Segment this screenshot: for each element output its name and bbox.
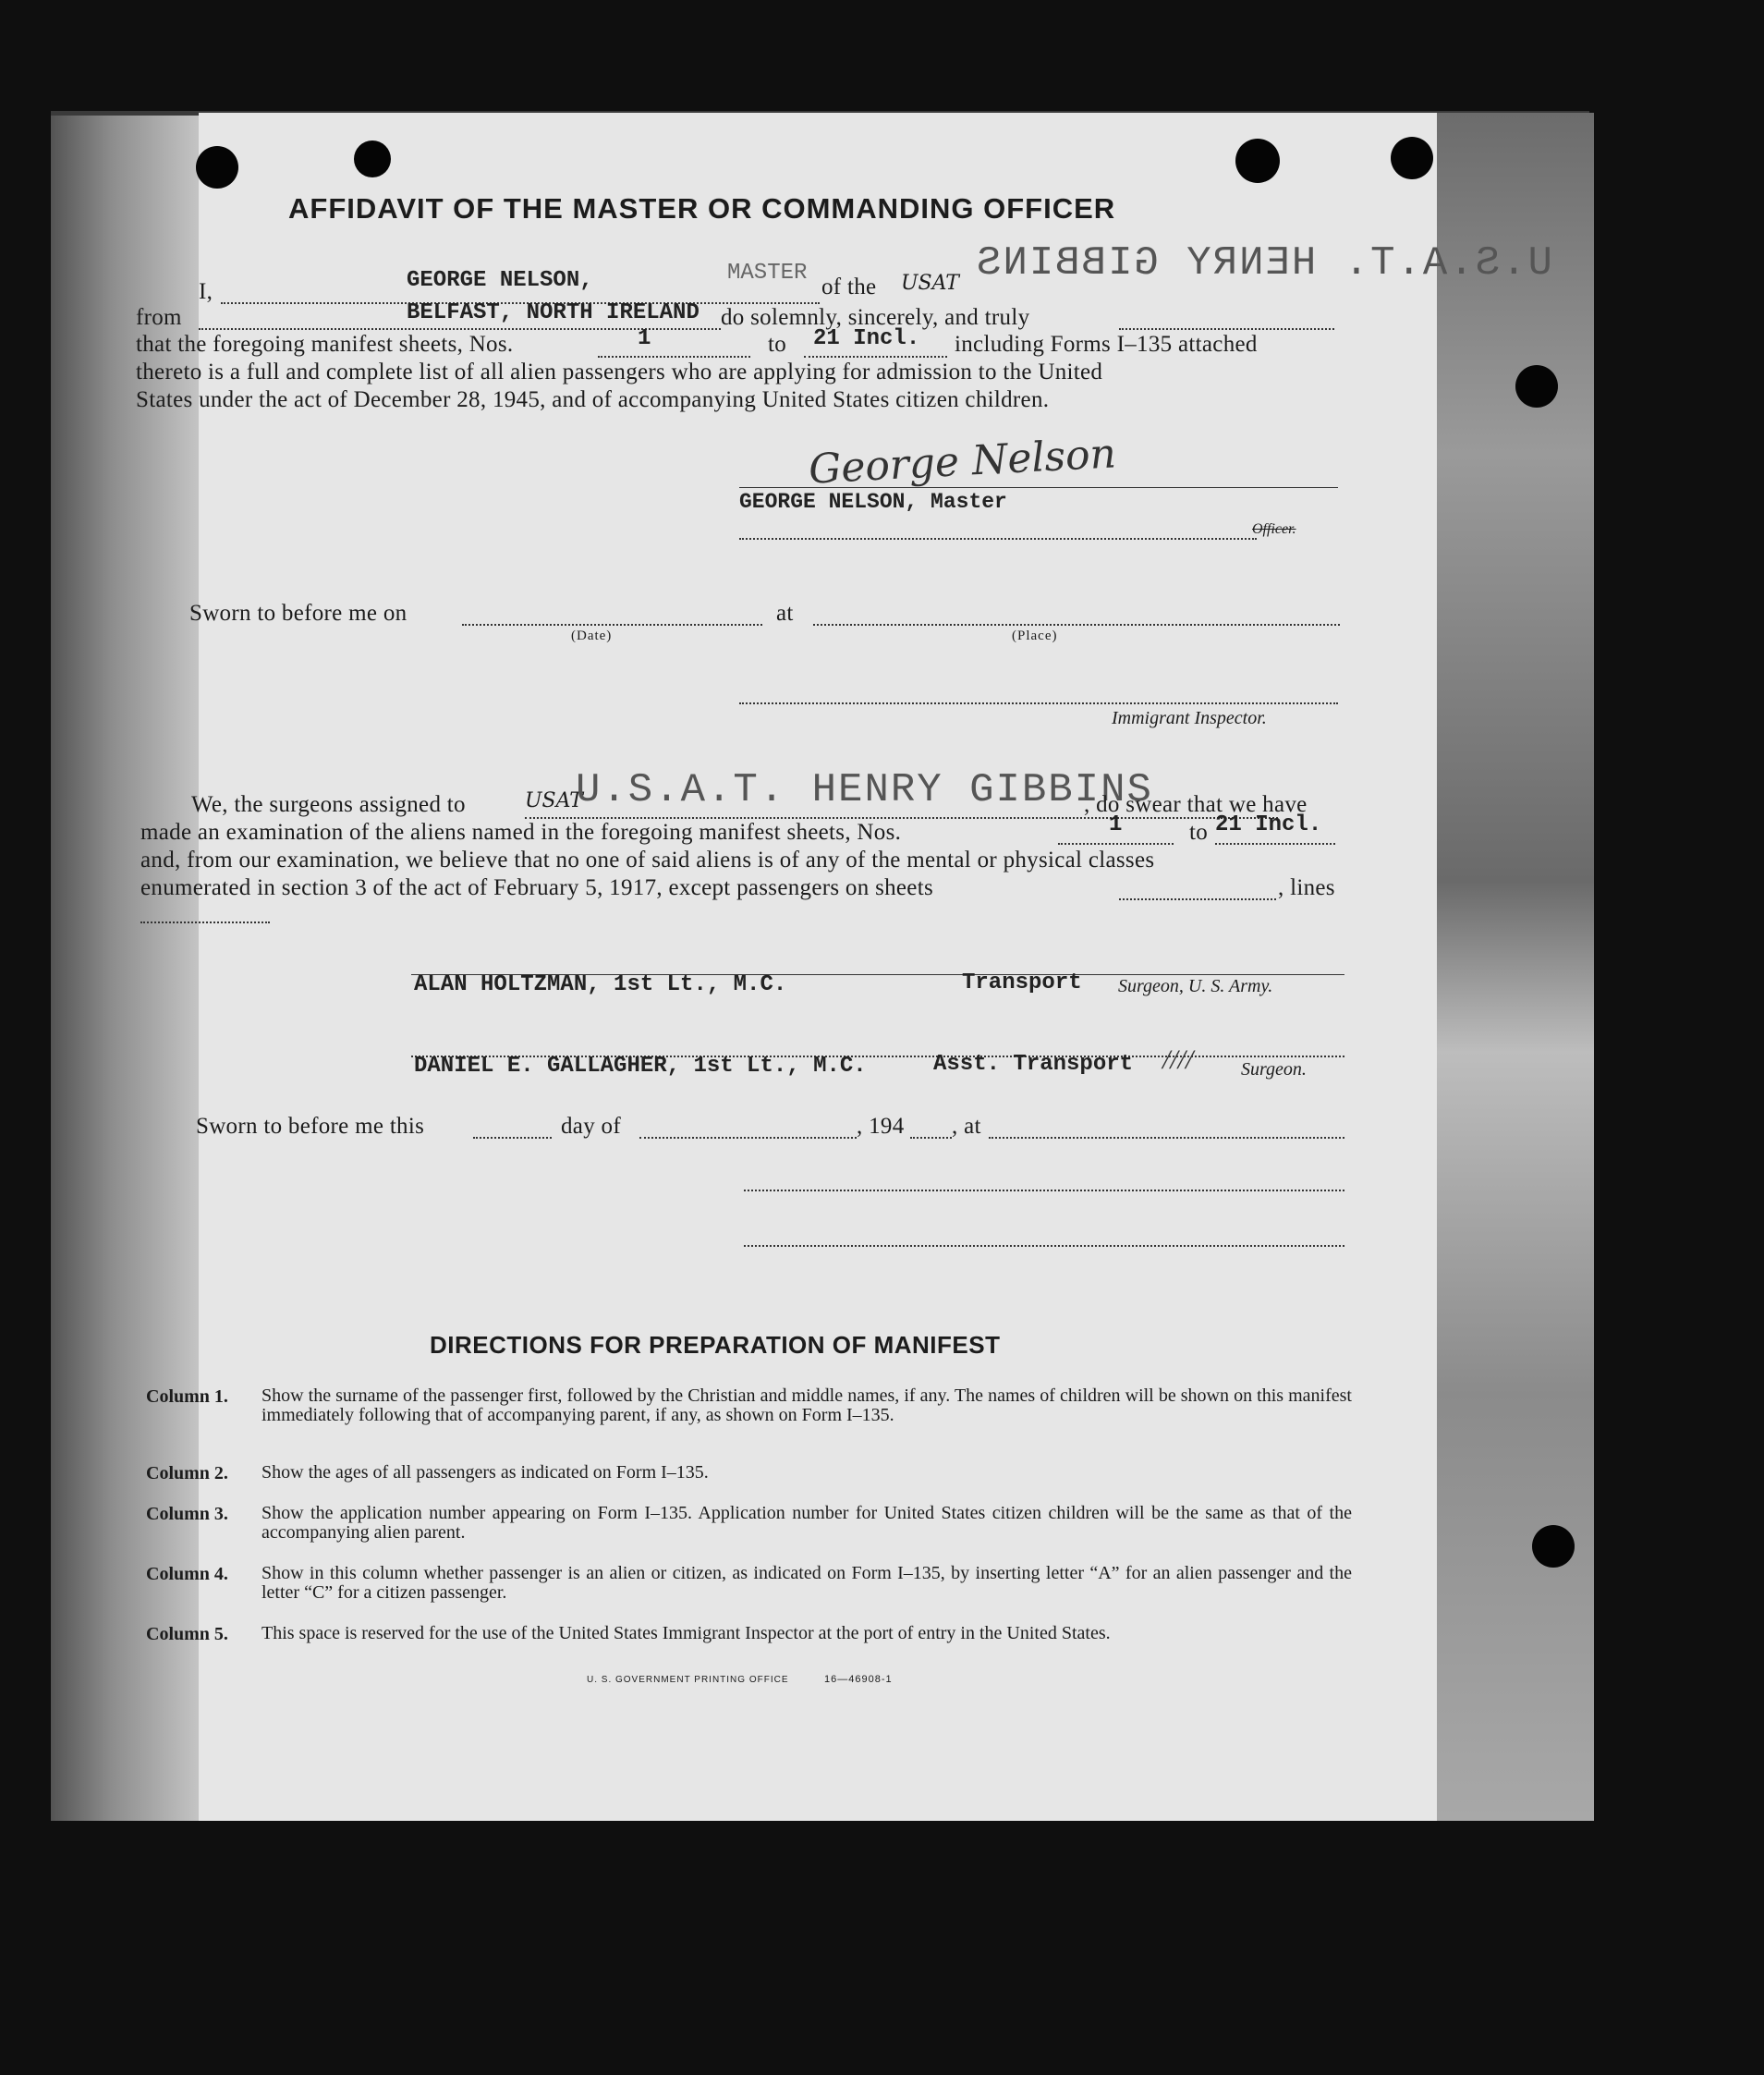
officer-label: Officer. — [1252, 521, 1296, 537]
sheet-from: 1 — [638, 326, 651, 351]
affidavit-line4: thereto is a full and complete list of all alien passengers who are applying for admission to the United — [136, 360, 1103, 384]
solemnly-text: do solemnly, sincerely, and truly — [721, 305, 1030, 330]
surgeon1-role: Transport — [962, 970, 1082, 995]
to-word: to — [768, 332, 787, 357]
ship-prefix-handwritten: USAT — [901, 272, 959, 295]
place-caption: (Place) — [1012, 629, 1058, 643]
surgeons-ship-stamp: U.S.A.T. HENRY GIBBINS — [576, 767, 1153, 813]
punch-hole — [196, 146, 238, 189]
sworn2-day-blank — [473, 1137, 552, 1139]
surgeons-intro: We, the surgeons assigned to — [191, 792, 466, 817]
exception-sheets-blank — [1119, 898, 1276, 900]
line2-blank — [1119, 328, 1334, 330]
sworn2-prefix: Sworn to before me this — [196, 1114, 425, 1139]
surgeons-line4: enumerated in section 3 of the act of February 5, 1917, except passengers on sheets — [140, 875, 933, 900]
ship-stamp-mirrored: U.S.A.T. HENRY GIBBINS — [975, 240, 1552, 287]
date-caption: (Date) — [571, 629, 613, 643]
lines-word: , lines — [1278, 875, 1335, 900]
surgeons-to-word: to — [1189, 820, 1209, 845]
sworn2-year: , 194 — [857, 1114, 905, 1139]
sheet-from-blank — [598, 356, 750, 358]
affidavit-line5: States under the act of December 28, 1945, and of accompanying United States citizen children. — [136, 387, 1050, 412]
column1-text: Show the surname of the passenger first, followed by the Christian and middle names, if any. The names of children will be shown on this manifest immediately following that of accompanying parent, if any, as shown on Form I–135. — [262, 1385, 1352, 1425]
sworn2-place-blank — [989, 1137, 1344, 1139]
officer-line — [739, 538, 1257, 540]
departure-port: BELFAST, NORTH IRELAND — [407, 300, 700, 325]
sworn1-date-blank — [462, 624, 762, 626]
column5-text: This space is reserved for the use of the United States Immigrant Inspector at the port of entry in the United States. — [262, 1623, 1111, 1643]
surgeon1-name: ALAN HOLTZMAN, 1st Lt., M.C. — [414, 972, 787, 997]
master-role: MASTER — [727, 261, 808, 286]
manifest-sheets-text: that the foregoing manifest sheets, Nos. — [136, 332, 514, 357]
exception-lines-blank — [140, 922, 270, 923]
column2-label: Column 2. — [146, 1463, 228, 1483]
surgeons-line3: and, from our examination, we believe that no one of said aliens is of any of the mental or physical classes — [140, 848, 1155, 873]
sworn1-at: at — [776, 601, 794, 626]
sheet-to-blank — [804, 356, 947, 358]
i-word: I, — [199, 279, 213, 304]
surgeons-swear-text: , do swear that we have — [1084, 792, 1308, 817]
sworn1-prefix: Sworn to before me on — [189, 601, 408, 626]
form-number: 16—46908-1 — [824, 1674, 893, 1685]
surgeons-sheet-from: 1 — [1109, 812, 1123, 837]
column3-text: Show the application number appearing on Form I–135. Application number for United States citizen children will be the same as that of the accompanying alien parent. — [262, 1503, 1352, 1543]
inspector-signature-line — [739, 702, 1338, 704]
surgeons-examination-text: made an examination of the aliens named in the foregoing manifest sheets, Nos. — [140, 820, 902, 845]
master-signature: George Nelson — [807, 430, 1118, 494]
directions-title: DIRECTIONS FOR PREPARATION OF MANIFEST — [430, 1331, 1001, 1359]
master-name: GEORGE NELSON, — [407, 268, 593, 293]
surgeons-sheet-to: 21 Incl. — [1215, 812, 1322, 837]
affidavit-page — [136, 113, 1552, 1821]
column5-label: Column 5. — [146, 1624, 228, 1644]
surgeons-ship-prefix-handwritten: USAT — [525, 789, 583, 812]
column2-text: Show the ages of all passengers as indicated on Form I–135. — [262, 1462, 709, 1483]
column1-label: Column 1. — [146, 1386, 228, 1407]
of-the-text: of the — [821, 275, 877, 299]
signer-name: GEORGE NELSON, Master — [739, 490, 1007, 514]
from-word: from — [136, 305, 182, 330]
punch-hole — [1515, 365, 1558, 408]
right-paper-edge — [1428, 113, 1594, 1821]
column3-label: Column 3. — [146, 1504, 228, 1524]
surgeon2-role: Asst. Transport — [933, 1052, 1134, 1077]
sworn2-at: , at — [952, 1114, 981, 1139]
punch-hole — [1235, 139, 1280, 183]
surgeon2-label: Surgeon. — [1241, 1059, 1307, 1080]
affidavit-title: AFFIDAVIT OF THE MASTER OR COMMANDING OFFICER — [288, 192, 1116, 225]
punch-hole — [354, 140, 391, 177]
gpo-imprint: U. S. GOVERNMENT PRINTING OFFICE — [587, 1675, 789, 1685]
sworn2-signature-line2 — [744, 1245, 1344, 1247]
punch-hole — [1532, 1525, 1575, 1568]
sworn2-year-blank — [910, 1137, 952, 1139]
column4-label: Column 4. — [146, 1564, 228, 1584]
column4-text: Show in this column whether passenger is an alien or citizen, as indicated on Form I–135, by inserting letter “A” for an alien passenger and the letter “C” for a citizen passenger. — [262, 1563, 1352, 1603]
surgeons-sheet-from-blank — [1058, 843, 1174, 845]
sworn2-month-blank — [639, 1137, 857, 1139]
sheet-to: 21 Incl. — [813, 326, 920, 351]
sworn1-place-blank — [813, 624, 1340, 626]
sworn2-day-of: day of — [561, 1114, 621, 1139]
surgeon1-label: Surgeon, U. S. Army. — [1118, 976, 1273, 996]
inspector-label: Immigrant Inspector. — [1112, 708, 1267, 728]
punch-hole — [1391, 137, 1433, 179]
sworn2-signature-line1 — [744, 1190, 1344, 1191]
surgeons-sheet-to-blank — [1215, 843, 1335, 845]
surgeon2-name: DANIEL E. GALLAGHER, 1st Lt., M.C. — [414, 1054, 867, 1079]
forms-attached-text: including Forms I–135 attached — [955, 332, 1258, 357]
signature-line — [739, 487, 1338, 488]
surgeon2-struck-mark: //// — [1162, 1044, 1194, 1075]
